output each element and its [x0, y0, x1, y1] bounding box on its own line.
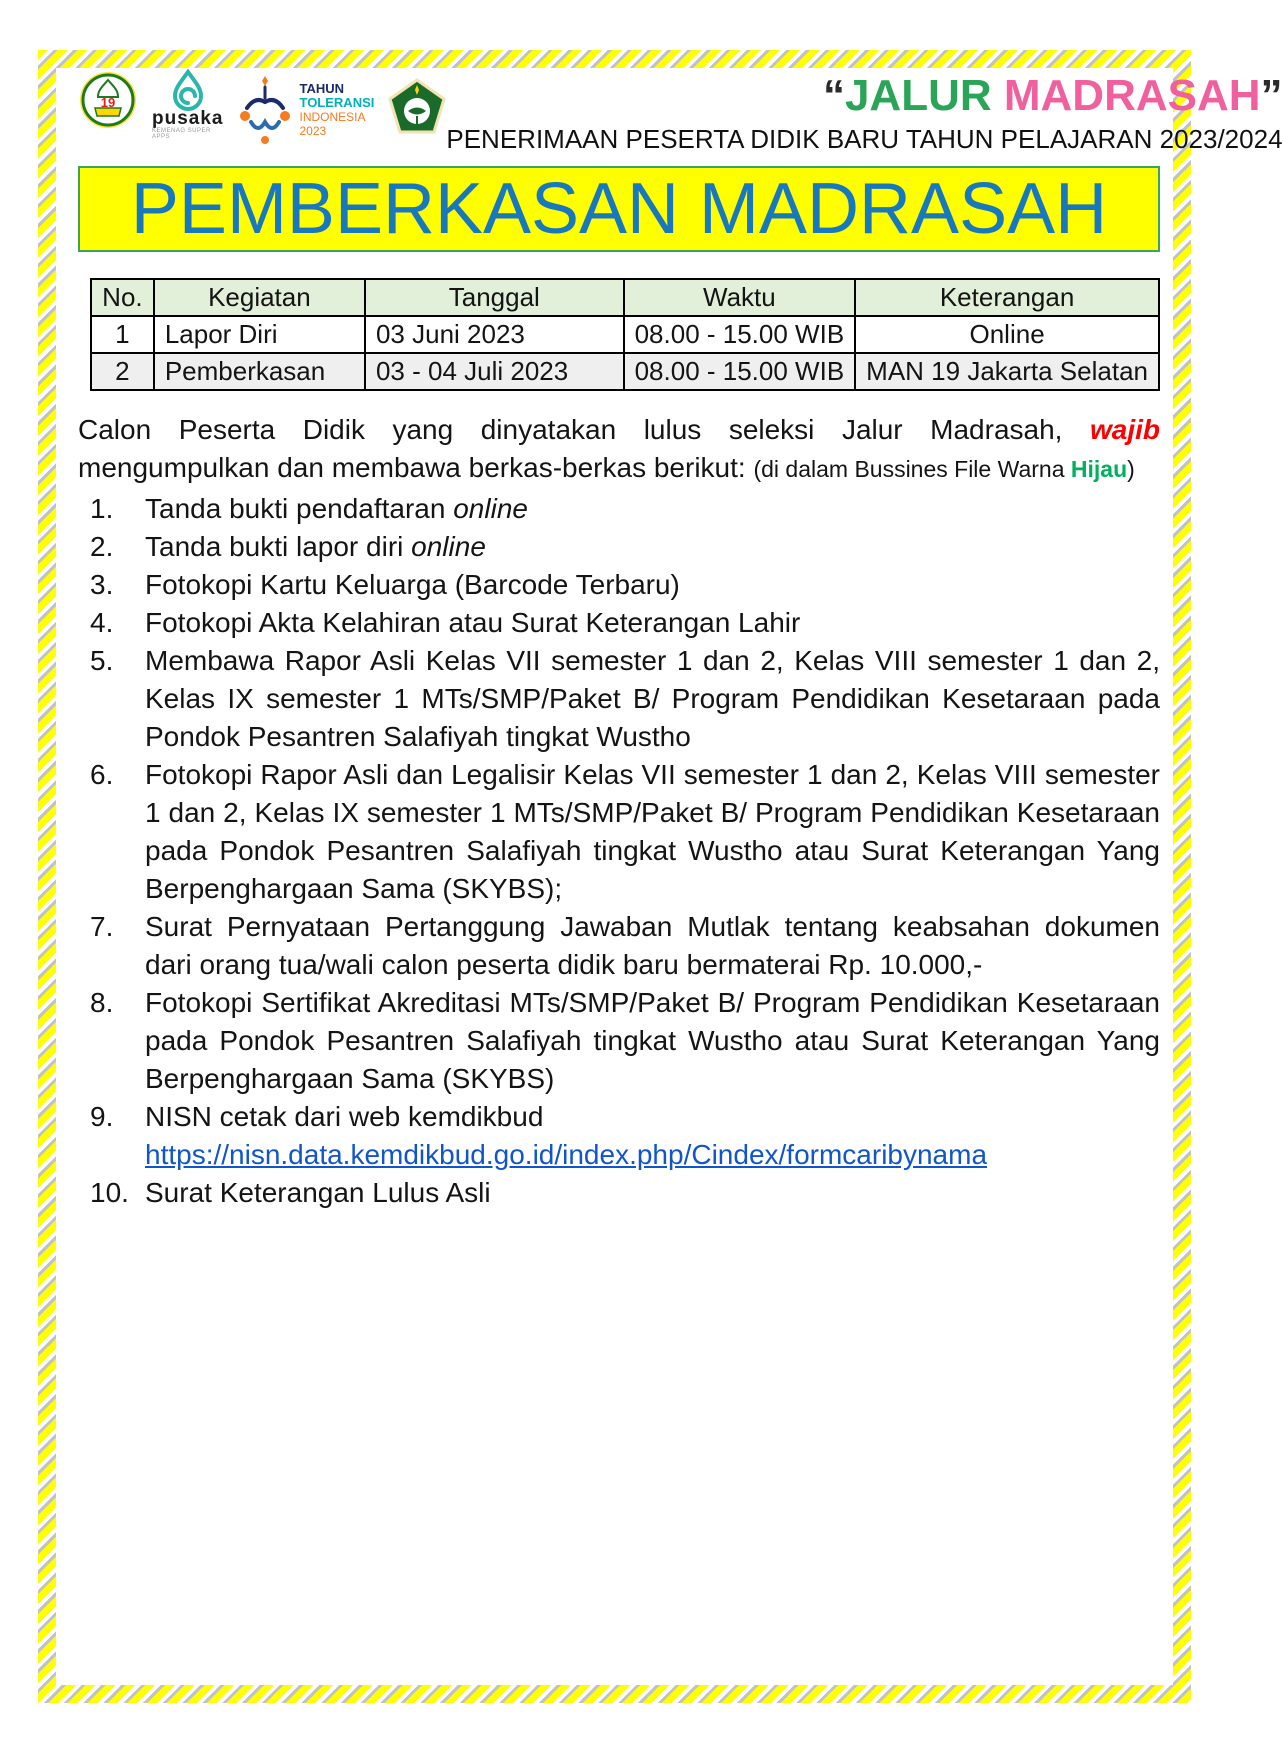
- pusaka-droplet-icon: [167, 70, 209, 110]
- cell-kegiatan: Lapor Diri: [154, 316, 365, 353]
- intro-wajib: wajib: [1089, 414, 1160, 445]
- item-number: 7.: [90, 911, 114, 942]
- table-header-row: [91, 279, 1159, 316]
- tahun-toleransi-logo: [237, 74, 374, 146]
- schedule-table: [90, 278, 1160, 391]
- pusaka-label: pusaka: [152, 108, 224, 129]
- toleransi-text: [299, 82, 374, 138]
- toleransi-line4: 2023: [299, 124, 327, 138]
- item-number: 2.: [90, 531, 114, 562]
- list-item: [78, 604, 1160, 642]
- column-header-keterangan: Keterangan: [855, 279, 1159, 316]
- page-title: [446, 72, 1282, 120]
- item-text-part: Tanda bukti pendaftaran: [145, 493, 454, 524]
- kemenag-pentagon-icon: [388, 78, 446, 134]
- item-number: 3.: [90, 569, 114, 600]
- list-item: [78, 984, 1160, 1098]
- pemberkasan-banner: [78, 166, 1160, 252]
- column-header-kegiatan: Kegiatan: [154, 279, 365, 316]
- intro-note-suffix: ): [1127, 456, 1135, 482]
- cell-kegiatan: Pemberkasan: [154, 353, 365, 390]
- column-header-waktu: Waktu: [624, 279, 856, 316]
- cell-tanggal: 03 - 04 Juli 2023: [365, 353, 624, 390]
- page-subtitle: PENERIMAAN PESERTA DIDIK BARU TAHUN PELAJARAN 2023/2024: [446, 124, 1283, 154]
- man-19-jakarta-logo: [78, 70, 138, 130]
- item-text: Fotokopi Rapor Asli dan Legalisir Kelas VII semester 1 dan 2, Kelas VIII semester 1 dan 2, Kelas IX semester 1 MTs/SMP/Paket B/ Program Pendidikan Kesetaraan pada Pondok Pesantren Salafiyah tingkat Wustho atau Surat Keterangan Yang Berpenghargaan Sama (SKYBS);: [145, 759, 1160, 904]
- item-text-part: Tanda bukti lapor diri: [145, 531, 412, 562]
- item-text: Fotokopi Akta Kelahiran atau Surat Keterangan Lahir: [145, 607, 801, 638]
- list-item: [78, 1098, 1160, 1174]
- banner-text: PEMBERKASAN MADRASAH: [130, 169, 1108, 249]
- page-content: [78, 64, 1283, 1212]
- cell-keterangan: MAN 19 Jakarta Selatan: [855, 353, 1159, 390]
- cell-no: 2: [91, 353, 154, 390]
- pusaka-tagline: KEMENAG SUPER APPS: [152, 128, 211, 140]
- item-text: Surat Pernyataan Pertanggung Jawaban Mutlak tentang keabsahan dokumen dari orang tua/wali calon peserta didik baru bermaterai Rp. 10.000,-: [145, 911, 1160, 980]
- cell-no: 1: [91, 316, 154, 353]
- school-crest-icon: [78, 70, 138, 130]
- item-number: 10.: [90, 1177, 129, 1208]
- cell-tanggal: 03 Juni 2023: [365, 316, 624, 353]
- cell-waktu: 08.00 - 15.00 WIB: [624, 316, 856, 353]
- item-text: Fotokopi Kartu Keluarga (Barcode Terbaru): [145, 569, 680, 600]
- list-item: [78, 642, 1160, 756]
- item-text-italic: online: [453, 493, 528, 524]
- column-header-tanggal: Tanggal: [365, 279, 624, 316]
- toleransi-line3: INDONESIA: [299, 110, 366, 124]
- table-row: [91, 316, 1159, 353]
- list-item: [78, 908, 1160, 984]
- requirements-list: [78, 490, 1160, 1212]
- title-close-quote: ”: [1260, 71, 1283, 120]
- item-text-part: NISN cetak dari web kemdikbud: [145, 1101, 544, 1132]
- item-number: 6.: [90, 759, 114, 790]
- toleransi-line2: TOLERANSI: [299, 95, 375, 110]
- toleransi-figure-icon: [237, 74, 293, 146]
- intro-part2: mengumpulkan dan membawa berkas-berkas berikut:: [78, 452, 754, 483]
- pusaka-logo: [152, 70, 223, 140]
- intro-note-prefix: (di dalam Bussines File Warna: [753, 456, 1071, 482]
- list-item: [78, 490, 1160, 528]
- item-text: [145, 490, 1160, 528]
- table-row: [91, 353, 1159, 390]
- list-item: [78, 528, 1160, 566]
- item-text: Membawa Rapor Asli Kelas VII semester 1 dan 2, Kelas VIII semester 1 dan 2, Kelas IX semester 1 MTs/SMP/Paket B/ Program Pendidikan Kesetaraan pada Pondok Pesantren Salafiyah tingkat Wustho: [145, 645, 1160, 752]
- intro-paragraph: [78, 411, 1160, 488]
- kemenag-logo: [388, 78, 446, 134]
- item-number: 1.: [90, 493, 114, 524]
- list-item: [78, 566, 1160, 604]
- item-number: 8.: [90, 987, 114, 1018]
- cell-keterangan: Online: [855, 316, 1159, 353]
- item-number: 9.: [90, 1101, 114, 1132]
- item-text: [145, 1098, 1160, 1174]
- list-item: [78, 756, 1160, 908]
- page-header: [78, 64, 1283, 160]
- man19-number: 19: [100, 95, 116, 110]
- cell-waktu: 08.00 - 15.00 WIB: [624, 353, 856, 390]
- intro-note-hijau: Hijau: [1070, 456, 1128, 482]
- title-block: [446, 72, 1282, 155]
- item-text: Fotokopi Sertifikat Akreditasi MTs/SMP/Paket B/ Program Pendidikan Kesetaraan pada Pondok Pesantren Salafiyah tingkat Wustho atau Surat Keterangan Yang Berpenghargaan Sama (SKYBS): [145, 987, 1160, 1094]
- title-madrasah: MADRASAH: [991, 71, 1261, 120]
- item-number: 4.: [90, 607, 114, 638]
- title-jalur: JALUR: [844, 71, 992, 120]
- item-text: [145, 528, 1160, 566]
- item-text-italic: online: [411, 531, 486, 562]
- list-item: [78, 1174, 1160, 1212]
- item-text: Surat Keterangan Lulus Asli: [145, 1177, 491, 1208]
- toleransi-line1: TAHUN: [299, 81, 345, 96]
- item-number: 5.: [90, 645, 114, 676]
- nisn-kemdikbud-link[interactable]: https://nisn.data.kemdikbud.go.id/index.php/Cindex/formcaribynama: [145, 1139, 988, 1170]
- column-header-no: No.: [91, 279, 154, 316]
- title-open-quote: “: [822, 71, 845, 120]
- intro-part1: Calon Peserta Didik yang dinyatakan lulus seleksi Jalur Madrasah,: [78, 414, 1090, 445]
- logo-row: [78, 70, 446, 146]
